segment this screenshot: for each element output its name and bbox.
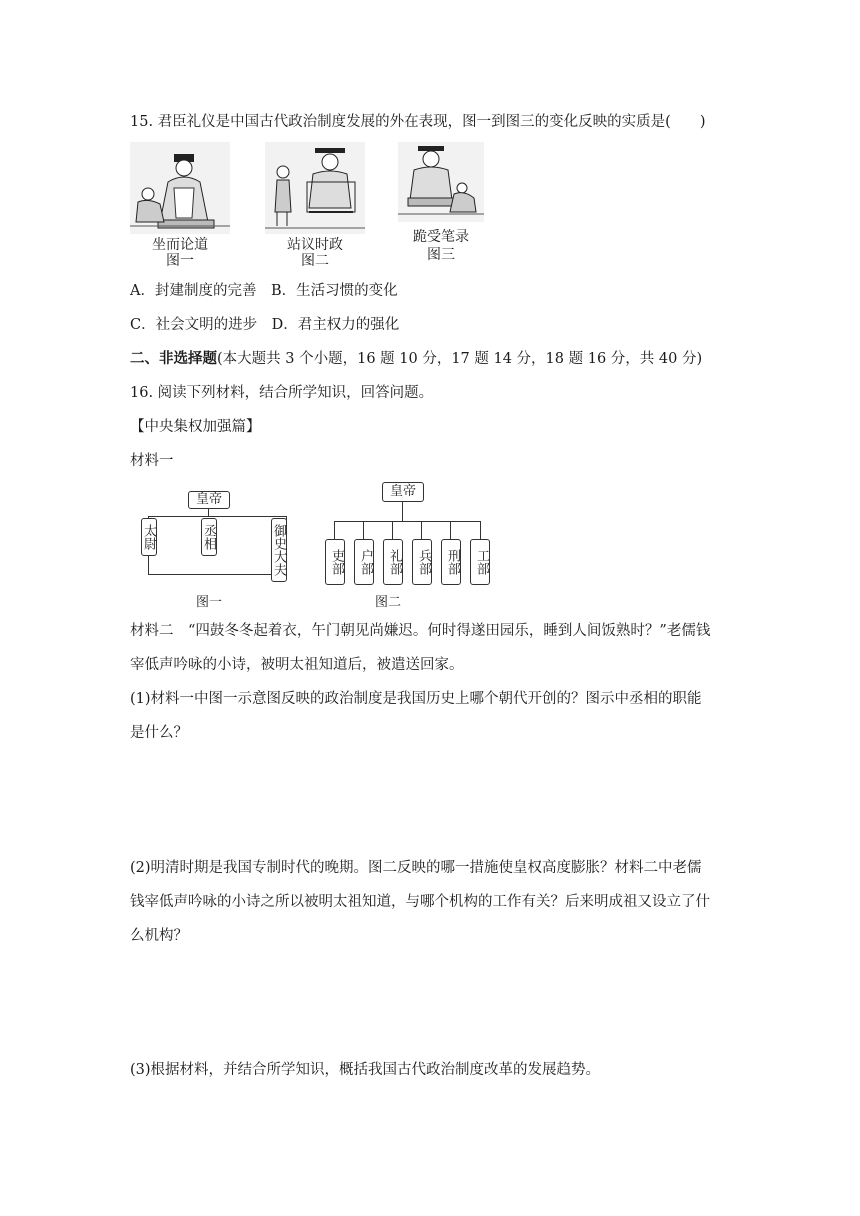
diagram2-connector	[334, 521, 335, 539]
sub2-line3: 么机构？	[130, 928, 188, 944]
diagram2-ministry: 户部	[354, 539, 374, 585]
diagram-1	[138, 474, 298, 610]
material2-line2: 宰低声吟咏的小诗，被明太祖知道后，被遣送回家。	[130, 657, 464, 673]
sub1-line1: (1)材料一中图一示意图反映的政治制度是我国历史上哪个朝代开创的？图示中丞相的职能	[130, 691, 702, 707]
picture-2-title: 站议时政	[287, 237, 343, 253]
diagram2-emperor: 皇帝	[382, 482, 424, 502]
diagram2-ministry: 刑部	[441, 539, 461, 585]
diagram1-connector	[148, 516, 286, 517]
q15-stem: 15. 君臣礼仪是中国古代政治制度发展的外在表现，图一到图三的变化反映的实质是( )	[130, 114, 706, 130]
diagram2-connector	[421, 521, 422, 539]
diagram1-officer: 太尉	[141, 518, 157, 556]
picture-2	[265, 142, 365, 269]
q15-options-ab: A．封建制度的完善 B．生活习惯的变化	[130, 283, 398, 299]
sub3-line1: (3)根据材料，并结合所学知识，概括我国古代政治制度改革的发展趋势。	[130, 1062, 601, 1078]
diagram2-connector	[363, 521, 364, 539]
material1-label: 材料一	[130, 453, 174, 469]
q16-stem: 16. 阅读下列材料，结合所学知识，回答问题。	[130, 385, 434, 401]
diagram2-ministry: 工部	[470, 539, 490, 585]
picture-2-label: 图二	[301, 253, 329, 269]
diagram1-officer: 丞相	[201, 518, 217, 556]
q15-pictures	[130, 142, 490, 272]
diagram1-connector	[148, 574, 286, 575]
section2-heading: 二、非选择题	[130, 350, 217, 367]
diagram2-connector	[392, 521, 393, 539]
diagram2-ministry: 礼部	[383, 539, 403, 585]
diagram2-connector	[334, 521, 480, 522]
picture-1-label: 图一	[166, 253, 194, 269]
diagram2-connector	[402, 501, 403, 521]
section2-detail: (本大题共 3 个小题，16 题 10 分，17 题 14 分，18 题 16 分，共 40 分)	[217, 351, 703, 367]
picture-1	[130, 142, 230, 269]
sub2-line1: (2)明清时期是我国专制时代的晚期。图二反映的哪一措施使皇权高度膨胀？材料二中老儒	[130, 860, 702, 876]
section2-header	[130, 349, 702, 369]
picture-3-label: 图三	[427, 247, 455, 263]
diagram-2	[320, 474, 490, 610]
q16-topic: 【中央集权加强篇】	[130, 419, 261, 435]
diagram2-connector	[480, 521, 481, 539]
standing-discussion-illustration	[265, 142, 365, 234]
seated-discussion-illustration	[130, 142, 230, 234]
kneeling-record-illustration	[398, 142, 484, 222]
sub2-line2: 钱宰低声吟咏的小诗之所以被明太祖知道，与哪个机构的工作有关？后来明成祖又设立了什	[130, 894, 710, 910]
diagram1-officer: 御史大夫	[271, 518, 287, 582]
diagram1-connector	[208, 508, 209, 516]
picture-3-title: 跪受笔录	[413, 229, 469, 245]
diagram2-caption: 图二	[375, 595, 402, 610]
diagram1-caption: 图一	[196, 595, 223, 610]
diagram2-ministry: 兵部	[412, 539, 432, 585]
picture-3	[398, 142, 484, 263]
q15-options-cd: C．社会文明的进步 D．君主权力的强化	[130, 317, 400, 333]
picture-1-title: 坐而论道	[152, 237, 208, 253]
material2-line1: 材料二 “四鼓冬冬起着衣，午门朝见尚嫌迟。何时得遂田园乐，睡到人间饭熟时？”老儒钱	[130, 623, 711, 639]
sub1-line2: 是什么？	[130, 725, 188, 741]
diagram1-emperor: 皇帝	[188, 491, 230, 509]
diagram2-ministry: 吏部	[325, 539, 345, 585]
diagram2-connector	[450, 521, 451, 539]
